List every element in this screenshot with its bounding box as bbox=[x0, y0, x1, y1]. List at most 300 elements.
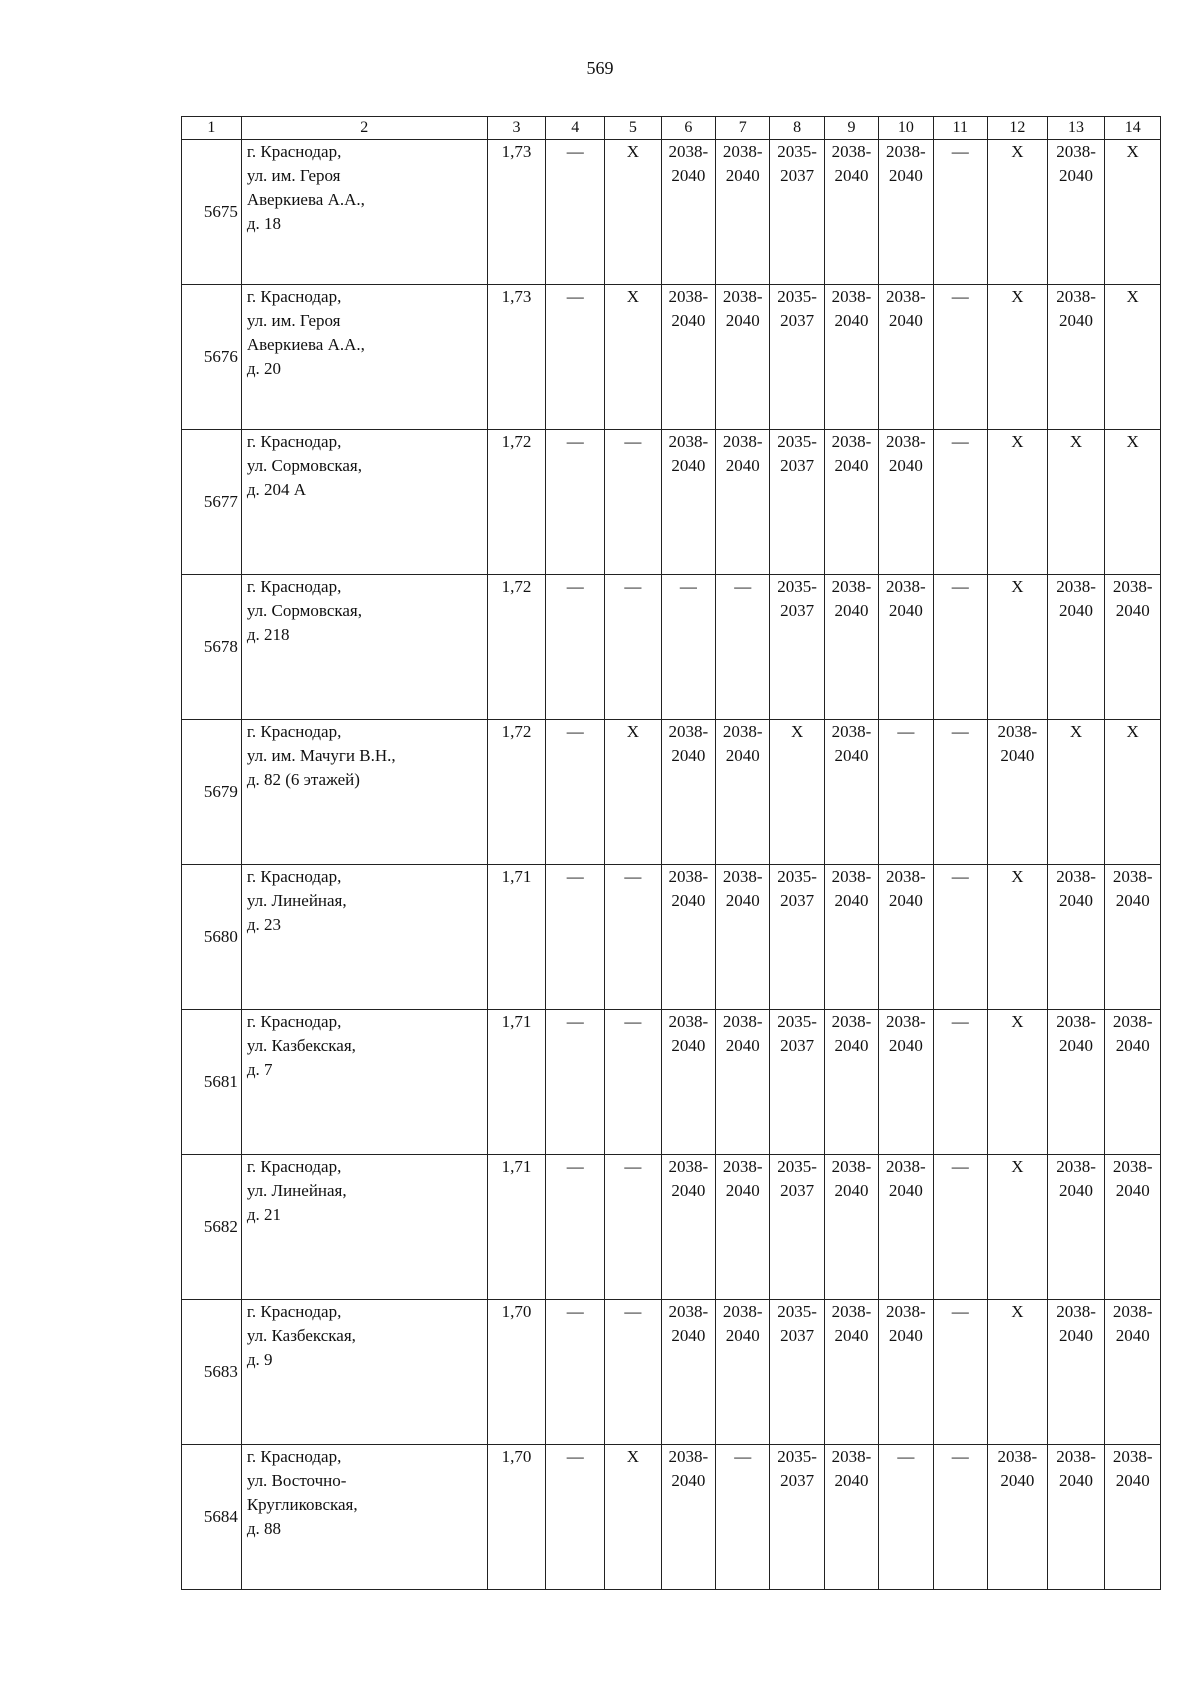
period-text: 2040 bbox=[725, 891, 760, 910]
period-cell bbox=[770, 1300, 824, 1445]
coefficient-cell: 1,72 bbox=[487, 720, 546, 865]
period-text: 2038- bbox=[1056, 142, 1096, 161]
period-cell bbox=[770, 285, 824, 430]
period-text: 2040 bbox=[671, 1181, 706, 1200]
address-cell bbox=[241, 1155, 487, 1300]
period-text: 2038- bbox=[997, 722, 1038, 741]
period-text: 2035- bbox=[777, 142, 817, 161]
period-cell bbox=[824, 285, 878, 430]
period-text: 2038- bbox=[831, 1012, 872, 1031]
period-text: 2038- bbox=[668, 1302, 709, 1321]
period-cell bbox=[987, 1445, 1047, 1590]
period-text: 2040 bbox=[834, 601, 869, 620]
period-cell bbox=[933, 575, 987, 720]
period-cell bbox=[716, 1445, 770, 1590]
period-text: 2040 bbox=[834, 1181, 869, 1200]
period-cell bbox=[605, 285, 662, 430]
column-header: 4 bbox=[546, 117, 605, 140]
period-text: 2038- bbox=[831, 722, 872, 741]
period-text: — bbox=[951, 1302, 969, 1321]
period-text: — bbox=[951, 1157, 969, 1176]
period-text: 2035- bbox=[777, 1012, 817, 1031]
period-text: 2037 bbox=[780, 456, 815, 475]
period-cell bbox=[661, 140, 715, 285]
period-text: 2040 bbox=[888, 1326, 923, 1345]
row-number: 5678 bbox=[182, 575, 242, 720]
column-header: 7 bbox=[716, 117, 770, 140]
period-cell bbox=[824, 1155, 878, 1300]
period-cell bbox=[1047, 720, 1105, 865]
address-line: Аверкиева А.А., bbox=[246, 190, 365, 209]
period-text: 2038- bbox=[831, 577, 872, 596]
address-line: д. 218 bbox=[246, 625, 290, 644]
column-header: 8 bbox=[770, 117, 824, 140]
table-row bbox=[182, 1445, 1161, 1590]
period-text: 2040 bbox=[1115, 1471, 1150, 1490]
period-cell bbox=[605, 1010, 662, 1155]
period-cell bbox=[605, 140, 662, 285]
period-cell bbox=[879, 720, 933, 865]
period-cell bbox=[716, 1155, 770, 1300]
period-cell bbox=[824, 1445, 878, 1590]
period-cell bbox=[661, 430, 715, 575]
table-row bbox=[182, 865, 1161, 1010]
period-text: 2038- bbox=[886, 287, 926, 306]
address-line: г. Краснодар, bbox=[246, 1302, 342, 1321]
period-text: — bbox=[951, 142, 969, 161]
address-line: д. 20 bbox=[246, 359, 281, 378]
row-number: 5679 bbox=[182, 720, 242, 865]
period-text: 2035- bbox=[777, 1302, 817, 1321]
period-text: 2038- bbox=[1112, 577, 1153, 596]
period-text: — bbox=[566, 867, 584, 886]
coefficient-cell: 1,71 bbox=[487, 865, 546, 1010]
period-text: 2038- bbox=[722, 1012, 763, 1031]
address-line: д. 9 bbox=[246, 1350, 273, 1369]
period-text: 2038- bbox=[831, 142, 872, 161]
period-cell bbox=[605, 1300, 662, 1445]
period-text: X bbox=[1126, 432, 1139, 451]
period-cell bbox=[1047, 140, 1105, 285]
period-cell bbox=[1105, 865, 1161, 1010]
table-row bbox=[182, 430, 1161, 575]
period-cell bbox=[987, 1155, 1047, 1300]
period-text: 2038- bbox=[1056, 1447, 1096, 1466]
period-text: 2038- bbox=[886, 432, 926, 451]
period-text: 2037 bbox=[780, 166, 815, 185]
period-cell bbox=[605, 865, 662, 1010]
period-cell bbox=[879, 430, 933, 575]
period-text: 2038- bbox=[831, 432, 872, 451]
period-text: 2040 bbox=[888, 456, 923, 475]
period-text: 2038- bbox=[668, 142, 709, 161]
period-text: 2037 bbox=[780, 1471, 815, 1490]
period-cell bbox=[987, 140, 1047, 285]
period-text: 2040 bbox=[1059, 1181, 1094, 1200]
period-text: 2037 bbox=[780, 601, 815, 620]
period-cell bbox=[605, 720, 662, 865]
period-text: 2038- bbox=[1112, 1302, 1153, 1321]
period-text: 2038- bbox=[722, 287, 763, 306]
address-line: д. 7 bbox=[246, 1060, 273, 1079]
period-cell bbox=[987, 1300, 1047, 1445]
column-header: 1 bbox=[182, 117, 242, 140]
period-text: X bbox=[1011, 577, 1024, 596]
period-cell bbox=[1047, 865, 1105, 1010]
period-cell bbox=[716, 1010, 770, 1155]
period-cell bbox=[770, 140, 824, 285]
period-text: X bbox=[1126, 722, 1139, 741]
period-cell bbox=[605, 575, 662, 720]
period-cell bbox=[546, 140, 605, 285]
coefficient-cell: 1,70 bbox=[487, 1300, 546, 1445]
period-cell bbox=[1105, 1155, 1161, 1300]
address-cell bbox=[241, 1010, 487, 1155]
period-text: 2040 bbox=[1059, 1326, 1094, 1345]
period-text: — bbox=[566, 142, 584, 161]
period-cell bbox=[546, 575, 605, 720]
period-text: 2038- bbox=[1056, 577, 1096, 596]
period-cell bbox=[824, 720, 878, 865]
period-cell bbox=[824, 1010, 878, 1155]
column-header: 10 bbox=[879, 117, 933, 140]
table-row bbox=[182, 1010, 1161, 1155]
period-text: — bbox=[624, 577, 642, 596]
period-cell bbox=[879, 575, 933, 720]
period-text: 2038- bbox=[668, 1447, 709, 1466]
period-text: 2040 bbox=[834, 311, 869, 330]
period-cell bbox=[661, 1300, 715, 1445]
period-text: 2038- bbox=[1112, 1447, 1153, 1466]
address-line: ул. Восточно- bbox=[246, 1471, 347, 1490]
period-cell bbox=[1105, 430, 1161, 575]
table-row bbox=[182, 1155, 1161, 1300]
period-cell bbox=[933, 1445, 987, 1590]
row-number: 5675 bbox=[182, 140, 242, 285]
page-number: 569 bbox=[586, 58, 614, 78]
period-text: 2038- bbox=[831, 867, 872, 886]
period-text: X bbox=[626, 287, 640, 306]
period-cell bbox=[770, 720, 824, 865]
address-line: г. Краснодар, bbox=[246, 287, 342, 306]
period-text: 2035- bbox=[777, 432, 817, 451]
period-cell bbox=[661, 1010, 715, 1155]
period-cell bbox=[824, 430, 878, 575]
period-text: 2040 bbox=[671, 1471, 706, 1490]
period-text: 2040 bbox=[1059, 601, 1094, 620]
column-header: 2 bbox=[241, 117, 487, 140]
period-text: — bbox=[624, 432, 642, 451]
period-text: 2038- bbox=[831, 1302, 872, 1321]
address-line: ул. им. Героя bbox=[246, 166, 341, 185]
period-cell bbox=[546, 1155, 605, 1300]
period-cell bbox=[1105, 720, 1161, 865]
column-header: 13 bbox=[1047, 117, 1105, 140]
period-text: 2040 bbox=[888, 1181, 923, 1200]
period-text: 2040 bbox=[671, 746, 706, 765]
address-line: г. Краснодар, bbox=[246, 1447, 342, 1466]
coefficient-cell: 1,73 bbox=[487, 285, 546, 430]
period-text: 2040 bbox=[725, 1181, 760, 1200]
coefficient-cell: 1,72 bbox=[487, 575, 546, 720]
address-cell bbox=[241, 140, 487, 285]
period-cell bbox=[770, 1155, 824, 1300]
period-text: 2040 bbox=[1059, 311, 1094, 330]
period-text: — bbox=[951, 287, 969, 306]
period-text: 2038- bbox=[722, 432, 763, 451]
period-cell bbox=[546, 430, 605, 575]
period-text: 2040 bbox=[834, 166, 869, 185]
period-text: X bbox=[1011, 432, 1024, 451]
period-text: 2038- bbox=[668, 1012, 709, 1031]
period-text: 2038- bbox=[1056, 287, 1096, 306]
period-cell bbox=[933, 285, 987, 430]
period-text: 2038- bbox=[1056, 1302, 1096, 1321]
period-cell bbox=[879, 140, 933, 285]
period-text: — bbox=[951, 1447, 969, 1466]
period-cell bbox=[933, 1300, 987, 1445]
period-cell bbox=[933, 430, 987, 575]
period-text: 2038- bbox=[722, 722, 763, 741]
period-text: — bbox=[566, 577, 584, 596]
period-text: 2040 bbox=[1115, 891, 1150, 910]
period-text: 2037 bbox=[780, 1326, 815, 1345]
period-text: 2038- bbox=[722, 1302, 763, 1321]
period-cell bbox=[1105, 575, 1161, 720]
period-cell bbox=[879, 1010, 933, 1155]
period-cell bbox=[933, 140, 987, 285]
period-text: 2038- bbox=[886, 1012, 926, 1031]
period-cell bbox=[770, 1010, 824, 1155]
address-cell bbox=[241, 1445, 487, 1590]
row-number: 5676 bbox=[182, 285, 242, 430]
period-text: 2038- bbox=[668, 867, 709, 886]
period-cell bbox=[716, 720, 770, 865]
table-row bbox=[182, 1300, 1161, 1445]
period-text: 2040 bbox=[888, 891, 923, 910]
period-cell bbox=[716, 430, 770, 575]
period-text: 2037 bbox=[780, 311, 815, 330]
period-cell bbox=[987, 865, 1047, 1010]
period-cell bbox=[605, 1445, 662, 1590]
address-line: ул. им. Героя bbox=[246, 311, 341, 330]
row-number: 5680 bbox=[182, 865, 242, 1010]
period-cell bbox=[933, 1155, 987, 1300]
period-cell bbox=[1047, 1300, 1105, 1445]
period-text: 2038- bbox=[1056, 1157, 1096, 1176]
period-text: — bbox=[566, 1302, 584, 1321]
period-text: 2038- bbox=[997, 1447, 1038, 1466]
period-cell bbox=[879, 865, 933, 1010]
period-text: 2035- bbox=[777, 287, 817, 306]
period-text: 2035- bbox=[777, 577, 817, 596]
column-header: 5 bbox=[605, 117, 662, 140]
period-text: — bbox=[624, 1157, 642, 1176]
address-line: г. Краснодар, bbox=[246, 1157, 342, 1176]
period-text: X bbox=[1069, 432, 1083, 451]
column-header: 3 bbox=[487, 117, 546, 140]
table-row bbox=[182, 285, 1161, 430]
period-text: 2040 bbox=[725, 1036, 760, 1055]
address-line: г. Краснодар, bbox=[246, 867, 342, 886]
address-line: д. 18 bbox=[246, 214, 281, 233]
period-cell bbox=[933, 1010, 987, 1155]
period-text: 2037 bbox=[780, 891, 815, 910]
period-cell bbox=[770, 430, 824, 575]
period-text: 2040 bbox=[1000, 1471, 1035, 1490]
row-number: 5682 bbox=[182, 1155, 242, 1300]
period-text: 2040 bbox=[834, 456, 869, 475]
register-table bbox=[181, 116, 1161, 1590]
period-text: — bbox=[566, 1447, 584, 1466]
period-cell bbox=[987, 1010, 1047, 1155]
period-text: 2040 bbox=[1115, 1181, 1150, 1200]
period-text: 2040 bbox=[671, 166, 706, 185]
address-line: г. Краснодар, bbox=[246, 432, 342, 451]
period-text: 2038- bbox=[831, 287, 872, 306]
period-cell bbox=[1105, 140, 1161, 285]
address-cell bbox=[241, 1300, 487, 1445]
period-text: — bbox=[897, 722, 915, 741]
period-text: — bbox=[624, 867, 642, 886]
period-cell bbox=[879, 1155, 933, 1300]
period-text: 2038- bbox=[1112, 1157, 1153, 1176]
period-text: 2038- bbox=[1056, 1012, 1096, 1031]
address-line: г. Краснодар, bbox=[246, 142, 342, 161]
column-header: 9 bbox=[824, 117, 878, 140]
period-cell bbox=[716, 575, 770, 720]
period-text: X bbox=[1011, 867, 1024, 886]
row-number: 5677 bbox=[182, 430, 242, 575]
period-cell bbox=[716, 140, 770, 285]
period-text: X bbox=[626, 142, 640, 161]
period-cell bbox=[770, 865, 824, 1010]
address-line: Аверкиева А.А., bbox=[246, 335, 365, 354]
period-text: 2038- bbox=[831, 1157, 872, 1176]
period-text: 2040 bbox=[888, 166, 923, 185]
period-cell bbox=[661, 865, 715, 1010]
period-text: 2038- bbox=[886, 142, 926, 161]
period-cell bbox=[546, 720, 605, 865]
period-text: X bbox=[1011, 1157, 1024, 1176]
coefficient-cell: 1,73 bbox=[487, 140, 546, 285]
period-cell bbox=[661, 1445, 715, 1590]
period-cell bbox=[605, 430, 662, 575]
period-cell bbox=[879, 1300, 933, 1445]
period-cell bbox=[546, 1300, 605, 1445]
period-text: 2037 bbox=[780, 1036, 815, 1055]
period-cell bbox=[933, 720, 987, 865]
address-line: д. 82 (6 этажей) bbox=[246, 770, 360, 789]
period-text: 2038- bbox=[668, 1157, 709, 1176]
period-cell bbox=[987, 720, 1047, 865]
address-cell bbox=[241, 285, 487, 430]
address-cell bbox=[241, 720, 487, 865]
period-text: 2040 bbox=[1115, 1326, 1150, 1345]
period-cell bbox=[879, 1445, 933, 1590]
period-cell bbox=[824, 575, 878, 720]
period-text: 2040 bbox=[725, 166, 760, 185]
period-cell bbox=[546, 285, 605, 430]
period-text: 2038- bbox=[886, 1302, 926, 1321]
period-text: 2038- bbox=[668, 432, 709, 451]
period-text: X bbox=[1011, 142, 1024, 161]
period-text: 2040 bbox=[671, 1036, 706, 1055]
period-cell bbox=[716, 285, 770, 430]
period-text: 2038- bbox=[668, 287, 709, 306]
coefficient-cell: 1,70 bbox=[487, 1445, 546, 1590]
period-text: 2038- bbox=[1112, 867, 1153, 886]
period-text: — bbox=[951, 867, 969, 886]
address-line: д. 88 bbox=[246, 1519, 281, 1538]
period-text: 2038- bbox=[886, 867, 926, 886]
period-text: — bbox=[734, 1447, 752, 1466]
address-line: д. 23 bbox=[246, 915, 281, 934]
period-text: 2040 bbox=[834, 1471, 869, 1490]
period-cell bbox=[661, 1155, 715, 1300]
period-text: X bbox=[1011, 1012, 1024, 1031]
period-text: 2040 bbox=[725, 746, 760, 765]
period-text: 2040 bbox=[725, 311, 760, 330]
address-line: Кругликовская, bbox=[246, 1495, 358, 1514]
period-cell bbox=[1047, 1155, 1105, 1300]
period-text: 2038- bbox=[722, 1157, 763, 1176]
period-text: — bbox=[951, 1012, 969, 1031]
period-text: 2040 bbox=[834, 1326, 869, 1345]
address-line: ул. им. Мачуги В.Н., bbox=[246, 746, 396, 765]
address-cell bbox=[241, 575, 487, 720]
address-line: ул. Линейная, bbox=[246, 1181, 347, 1200]
period-cell bbox=[1105, 1010, 1161, 1155]
period-cell bbox=[716, 1300, 770, 1445]
period-cell bbox=[987, 285, 1047, 430]
period-text: — bbox=[566, 432, 584, 451]
period-text: X bbox=[790, 722, 804, 741]
period-cell bbox=[1047, 1445, 1105, 1590]
period-text: 2035- bbox=[777, 1447, 817, 1466]
period-text: — bbox=[951, 432, 969, 451]
period-text: 2040 bbox=[888, 601, 923, 620]
period-cell bbox=[824, 865, 878, 1010]
period-text: 2038- bbox=[831, 1447, 872, 1466]
period-text: 2040 bbox=[1059, 1036, 1094, 1055]
period-text: 2035- bbox=[777, 1157, 817, 1176]
period-cell bbox=[605, 1155, 662, 1300]
period-text: 2038- bbox=[886, 1157, 926, 1176]
address-line: ул. Сормовская, bbox=[246, 601, 362, 620]
period-cell bbox=[987, 430, 1047, 575]
period-text: X bbox=[1011, 287, 1024, 306]
period-cell bbox=[824, 140, 878, 285]
period-text: 2038- bbox=[1056, 867, 1096, 886]
period-text: 2040 bbox=[834, 891, 869, 910]
address-line: г. Краснодар, bbox=[246, 722, 342, 741]
period-cell bbox=[1105, 1445, 1161, 1590]
column-header: 12 bbox=[987, 117, 1047, 140]
period-text: 2040 bbox=[671, 456, 706, 475]
period-cell bbox=[661, 285, 715, 430]
coefficient-cell: 1,72 bbox=[487, 430, 546, 575]
period-text: 2040 bbox=[888, 311, 923, 330]
period-text: — bbox=[566, 287, 584, 306]
table-row bbox=[182, 575, 1161, 720]
period-text: X bbox=[626, 1447, 640, 1466]
period-cell bbox=[546, 1445, 605, 1590]
period-text: 2040 bbox=[1000, 746, 1035, 765]
period-text: X bbox=[1126, 142, 1139, 161]
header-row bbox=[182, 117, 1161, 140]
address-cell bbox=[241, 865, 487, 1010]
